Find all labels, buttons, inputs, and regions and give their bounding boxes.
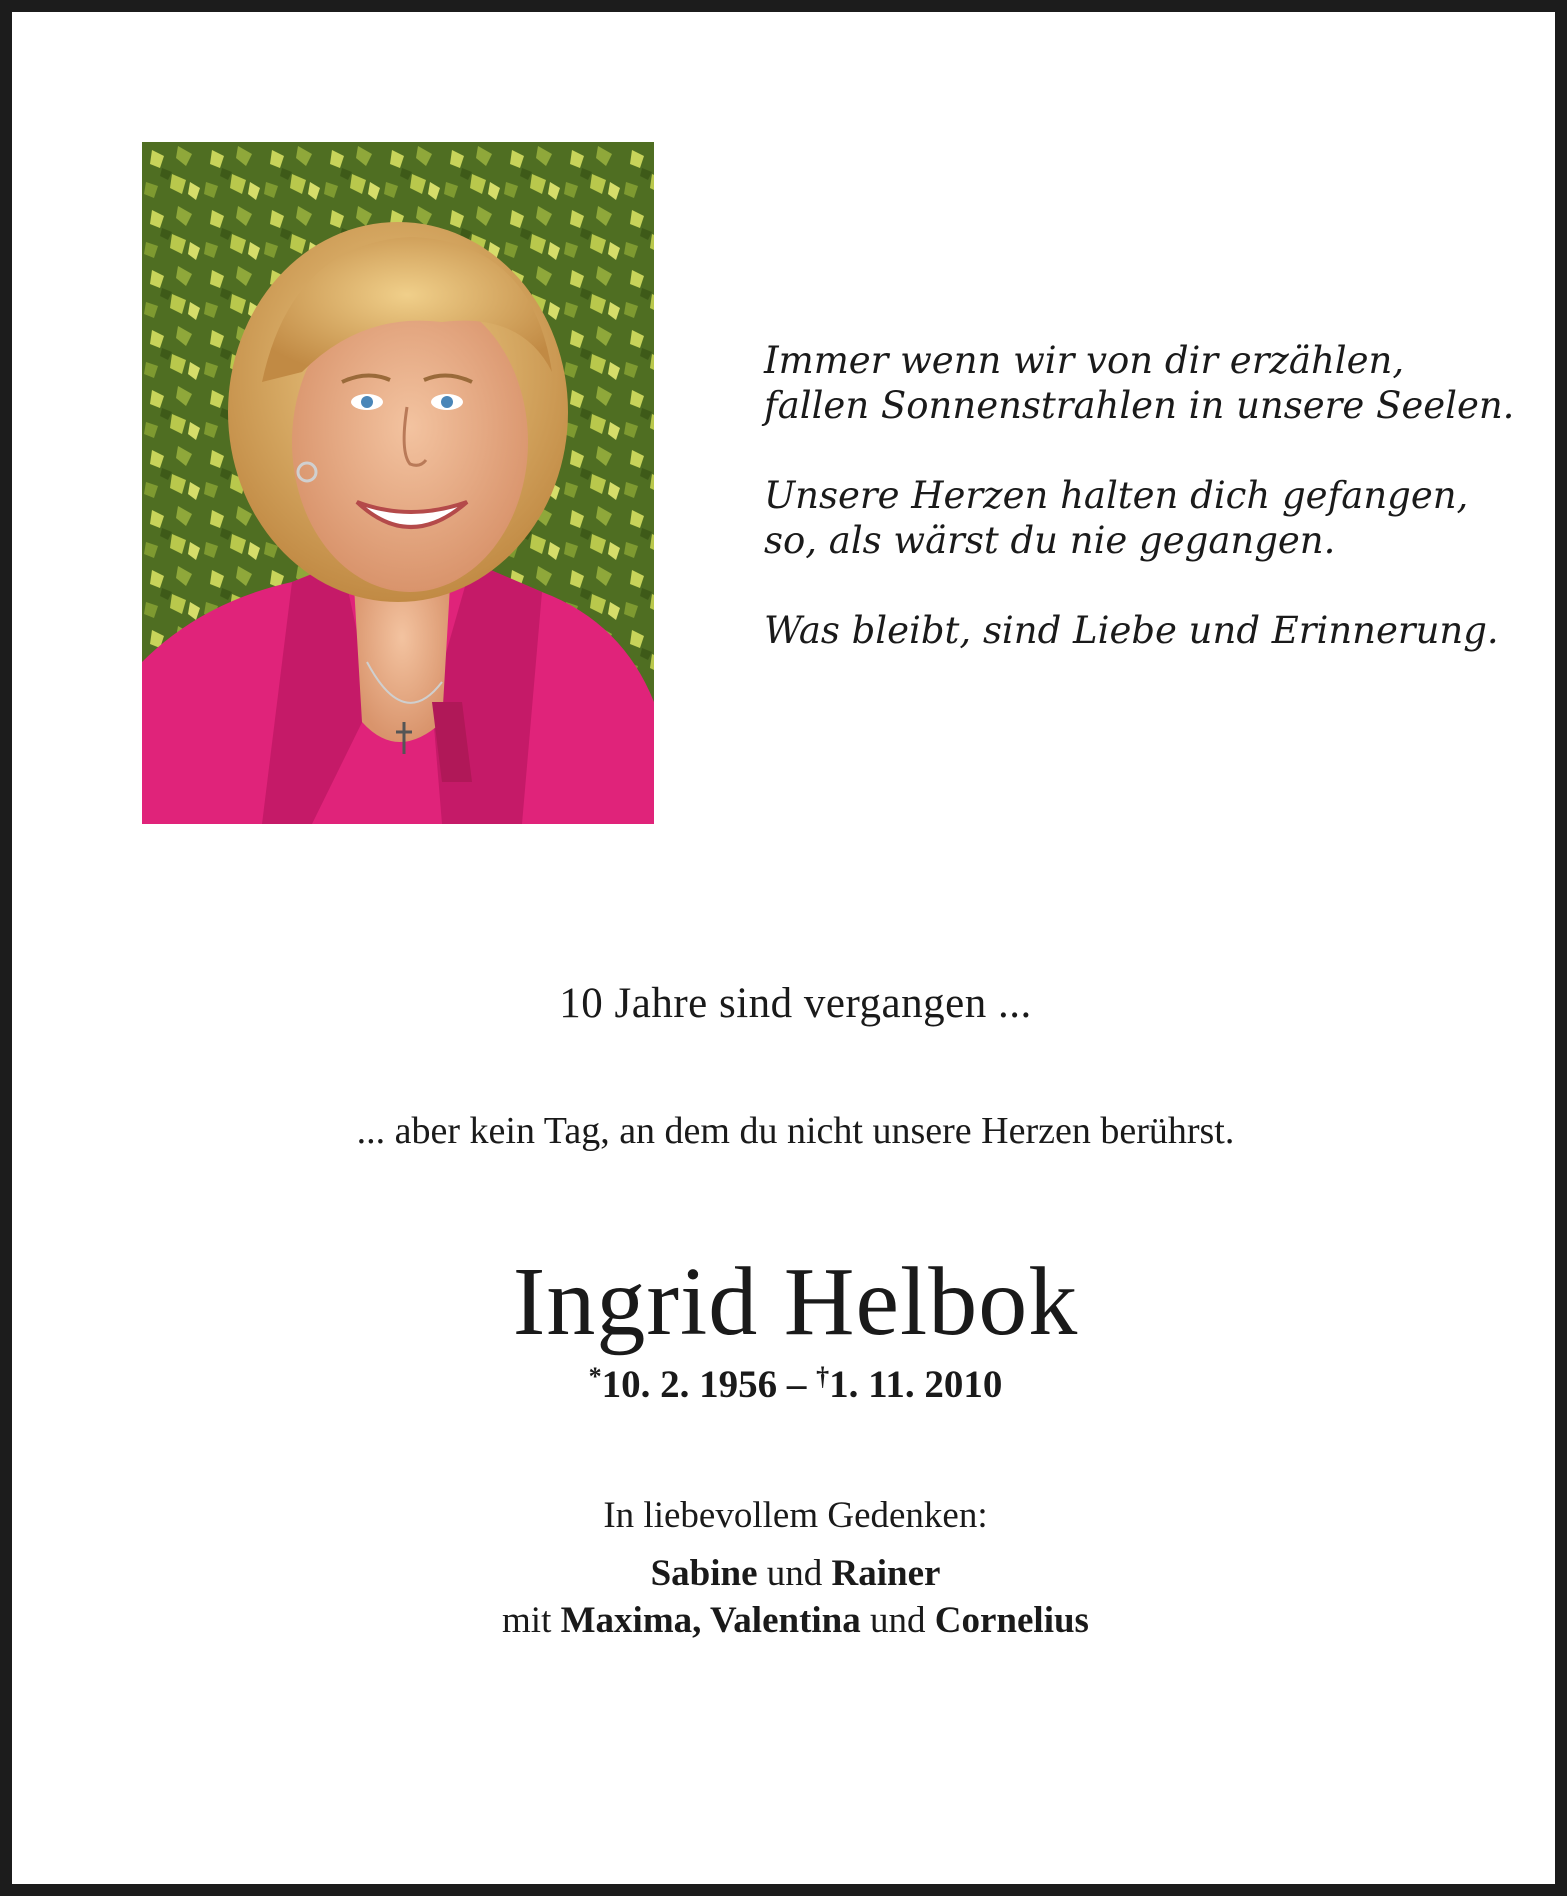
family-line-1 <box>12 1550 1567 1597</box>
poem-line: Was bleibt, sind Liebe und Erinnerung. <box>764 609 1499 652</box>
birth-date: 10. 2. 1956 <box>601 1363 778 1406</box>
life-dates <box>12 1362 1567 1408</box>
family-prefix: mit <box>502 1600 561 1641</box>
death-symbol: † <box>816 1362 830 1391</box>
portrait-photo-icon <box>142 142 654 824</box>
date-separator: – <box>777 1363 817 1406</box>
poem <box>764 338 1515 653</box>
subtitle: 10 Jahre sind vergangen ... <box>559 980 1032 1027</box>
family-name: Rainer <box>831 1553 941 1594</box>
family-name: Sabine <box>650 1553 758 1594</box>
family-name: Maxima, Valentina <box>560 1600 861 1641</box>
tagline: ... aber kein Tag, an dem du nicht unsere Herzen berührst. <box>356 1110 1235 1152</box>
family-conjunction: und <box>757 1553 832 1594</box>
birth-symbol: * <box>588 1362 602 1391</box>
poem-line: fallen Sonnenstrahlen in unsere Seelen. <box>764 384 1515 427</box>
family-line-2 <box>12 1597 1567 1644</box>
family-conjunction: und <box>860 1600 935 1641</box>
poem-line: so, als wärst du nie gegangen. <box>764 519 1336 562</box>
family-name: Cornelius <box>934 1600 1089 1641</box>
portrait-photo <box>142 142 654 824</box>
death-date: 1. 11. 2010 <box>829 1363 1003 1406</box>
deceased-name: Ingrid Helbok <box>512 1248 1079 1356</box>
poem-line: Immer wenn wir von dir erzählen, <box>764 339 1405 382</box>
poem-line: Unsere Herzen halten dich gefangen, <box>764 474 1469 517</box>
family-signature <box>12 1550 1567 1644</box>
memory-text: In liebevollem Gedenken: <box>603 1495 988 1536</box>
